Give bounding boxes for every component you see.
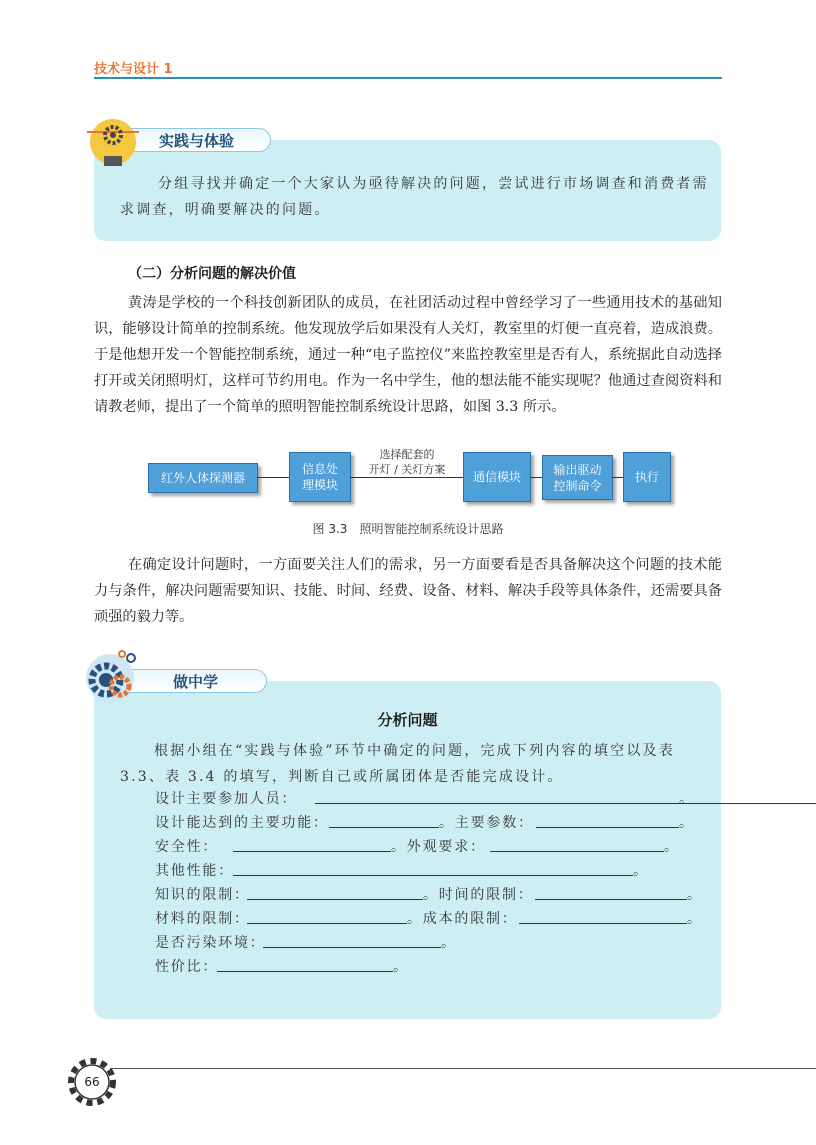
blank-value[interactable] bbox=[217, 957, 393, 972]
field-label: 其他性能： bbox=[155, 863, 234, 879]
field-row-participants bbox=[155, 789, 695, 809]
blank-knowledge[interactable] bbox=[247, 885, 423, 900]
learn-tab: 做中学 bbox=[128, 669, 267, 693]
practice-text: 分组寻找并确定一个大家认为亟待解决的问题，尝试进行市场调查和消费者需求调查，明确要解决的问题。 bbox=[120, 176, 709, 218]
header-rule bbox=[94, 77, 722, 79]
blank-cost[interactable] bbox=[519, 909, 687, 924]
lightbulb-gear-icon bbox=[87, 118, 141, 172]
blank-time[interactable] bbox=[535, 885, 687, 900]
blank-other[interactable] bbox=[233, 861, 633, 876]
diagram-node-sensor: 红外人体探测器 bbox=[148, 463, 258, 493]
field-label: 性价比： bbox=[155, 959, 219, 975]
field-label: 材料的限制： bbox=[155, 911, 250, 927]
field-label: 是否污染环境： bbox=[155, 935, 266, 951]
diagram-arrow bbox=[612, 477, 623, 478]
blank-pollution[interactable] bbox=[263, 933, 441, 948]
field-row-pollution bbox=[155, 933, 457, 953]
field-row-value bbox=[155, 957, 409, 977]
field-row-safety bbox=[155, 837, 680, 857]
field-label: 知识的限制： bbox=[155, 887, 250, 903]
gears-icon bbox=[86, 648, 142, 704]
body-paragraph-1: 黄涛是学校的一个科技创新团队的成员，在社团活动过程中曾经学习了一些通用技术的基础知识，能够设计简单的控制系统。他发现放学后如果没有人关灯，教室里的灯便一直亮着，造成浪费。于是他想开发一个智能控制系统，通过一种“电子监控仪”来监控教室里是否有人，系统据此自动选择打开或关闭照明灯，这样可节约用电。作为一名中学生，他的想法能不能实现呢？他通过查阅资料和请教老师，提出了一个简单的照明智能控制系统设计思路，如图 3.3 所示。 bbox=[94, 295, 722, 415]
figure-caption: 图 3.3 照明智能控制系统设计思路 bbox=[312, 522, 504, 536]
page-number: 66 bbox=[84, 1075, 100, 1089]
blank-functions[interactable] bbox=[329, 813, 439, 828]
diagram-node-execute: 执行 bbox=[623, 452, 671, 502]
period: 。 bbox=[679, 815, 695, 831]
field-label: 。外观要求： bbox=[391, 839, 486, 855]
diagram-node-communication: 通信模块 bbox=[463, 452, 531, 502]
learn-title: 分析问题 bbox=[377, 711, 438, 729]
field-label: 安全性： bbox=[155, 839, 219, 855]
field-label: 。成本的限制： bbox=[407, 911, 518, 927]
blank-appearance[interactable] bbox=[490, 837, 664, 852]
field-row-functions bbox=[155, 813, 695, 833]
diagram-edge-label: 选择配套的 开灯 / 关灯方案 bbox=[368, 448, 446, 476]
period: 。 bbox=[441, 935, 457, 951]
diagram-arrow bbox=[257, 477, 289, 478]
field-row-material bbox=[155, 909, 703, 929]
blank-participants[interactable] bbox=[315, 789, 816, 804]
period: 。 bbox=[393, 959, 409, 975]
period: 。 bbox=[633, 863, 649, 879]
diagram-arrow bbox=[350, 477, 463, 478]
period: 。 bbox=[664, 839, 680, 855]
diagram-node-processing: 信息处 理模块 bbox=[289, 452, 351, 502]
period: 。 bbox=[687, 911, 703, 927]
diagram-node-output: 输出驱动 控制命令 bbox=[542, 455, 613, 500]
blank-material[interactable] bbox=[247, 909, 407, 924]
field-label: 。主要参数： bbox=[439, 815, 534, 831]
body-paragraph-2: 在确定设计问题时，一方面要关注人们的需求，另一方面要看是否具备解决这个问题的技术能力与条件，解决问题需要知识、技能、时间、经费、设备、材料、解决手段等具体条件，还需要具备顽强的毅力等。 bbox=[94, 557, 722, 625]
field-label: 设计能达到的主要功能： bbox=[155, 815, 329, 831]
field-label: 设计主要参加人员： bbox=[155, 791, 298, 807]
section-title: （二）分析问题的解决价值 bbox=[128, 266, 296, 282]
period: 。 bbox=[687, 887, 703, 903]
field-row-knowledge bbox=[155, 885, 703, 905]
footer-rule bbox=[110, 1068, 816, 1069]
field-row-other bbox=[155, 861, 649, 881]
period: 。 bbox=[679, 791, 695, 807]
practice-tab: 实践与体验 bbox=[128, 128, 271, 152]
blank-params[interactable] bbox=[536, 813, 679, 828]
diagram-arrow bbox=[530, 477, 542, 478]
running-header: 技术与设计 1 bbox=[94, 62, 173, 77]
learn-intro: 根据小组在“实践与体验”环节中确定的问题，完成下列内容的填空以及表 3.3、表 3.4 的填写，判断自己或所属团体是否能完成设计。 bbox=[120, 743, 675, 785]
blank-safety[interactable] bbox=[233, 837, 391, 852]
field-label: 。时间的限制： bbox=[423, 887, 534, 903]
